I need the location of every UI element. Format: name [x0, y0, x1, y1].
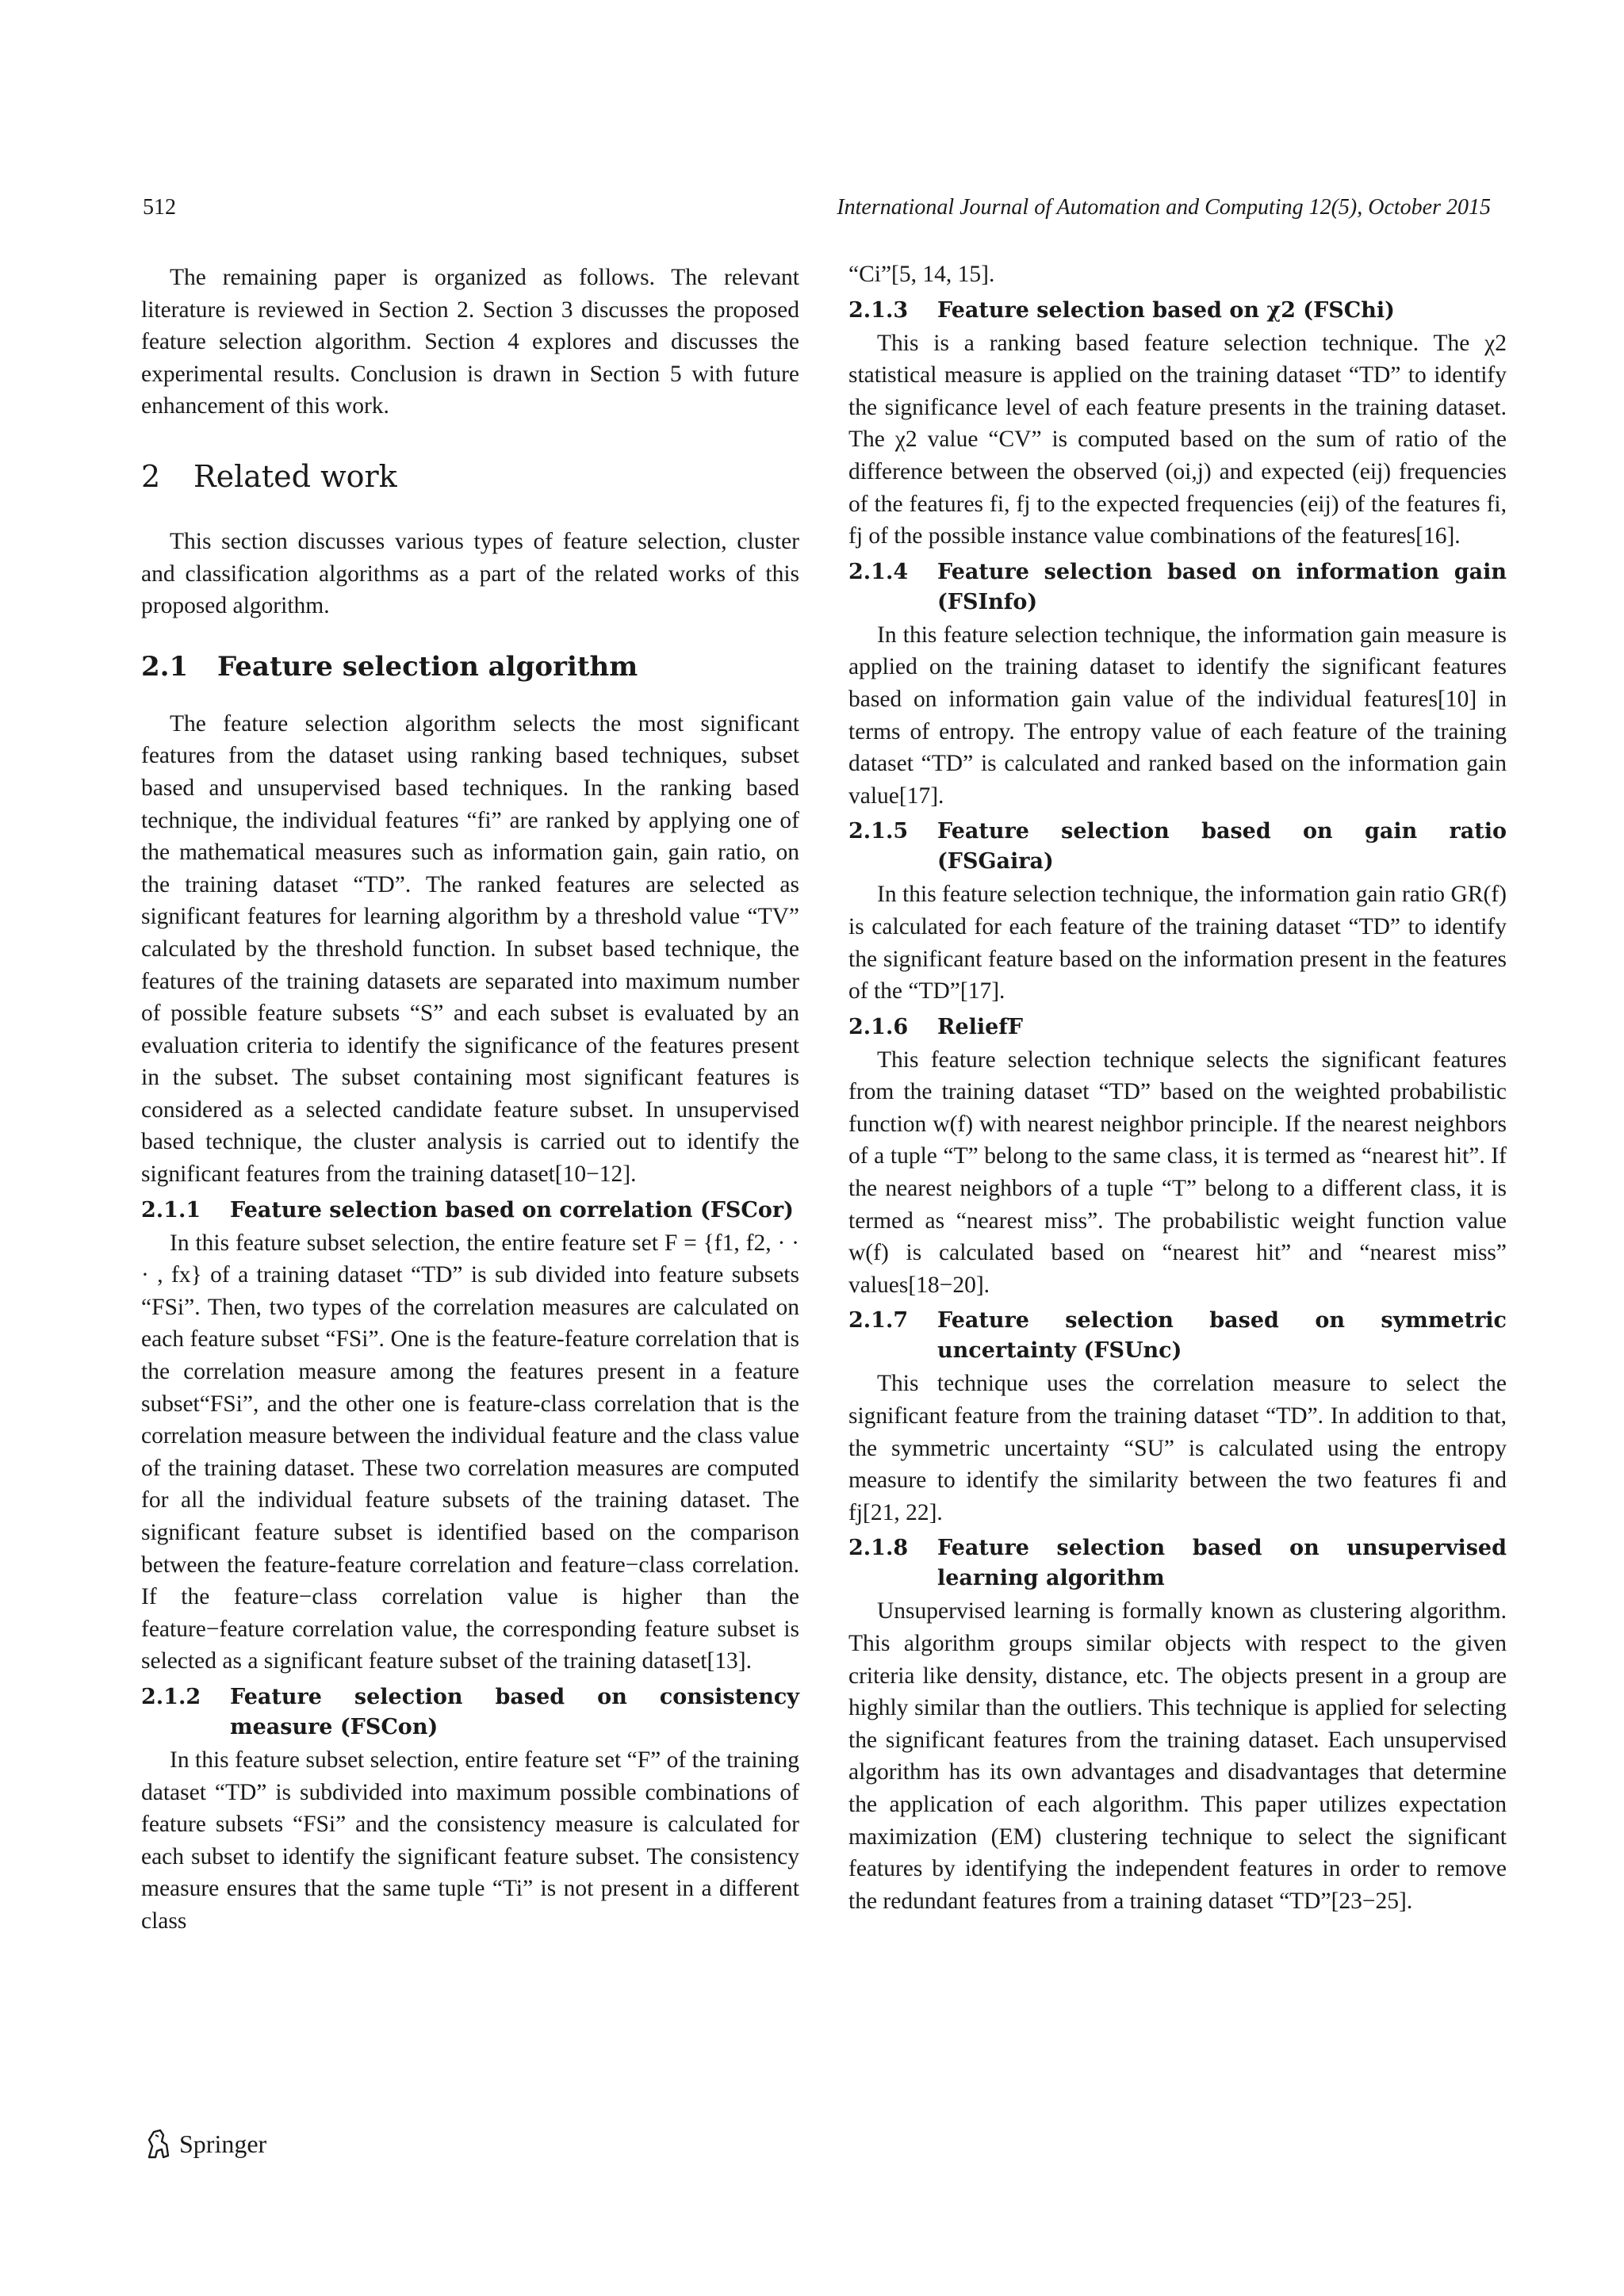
subsubsection-heading: [141, 1196, 799, 1226]
paragraph: This section discusses various types of feature selection, cluster and classification algorithms as a part of the related works of this proposed algorithm.: [141, 528, 799, 619]
left-column: [141, 262, 799, 1938]
paragraph: The feature selection algorithm selects the most significant features from the dataset using ranking based techniques, subset based and unsupervised based techniques. In the ranking based technique, the individual features “fi” are ranked by applying one of the mathematical measures such as information gain, gain ratio, on the training dataset “TD”. The ranked features are selected as significant features for learning algorithm by a threshold value “TV” calculated by the threshold function. In subset based technique, the features of the training datasets are separated into maximum number of possible feature subsets “S” and each subset is evaluated by an evaluation criteria to identify the significance of the features present in the subset. The subset containing most significant features is considered as a selected candidate feature subset. In unsupervised based technique, the cluster analysis is carried out to identify the significant features from the training dataset[10−12].: [141, 710, 799, 1188]
subsubsection-title: ReliefF: [937, 1014, 1024, 1039]
subsubsection-heading: [848, 557, 1507, 618]
paragraph: Unsupervised learning is formally known as clustering algorithm. This algorithm groups similar objects with respect to the given criteria like density, distance, etc. The objects present in a group are highly similar than the outliers. This technique is applied for selecting the significant features from the training dataset. Each unsupervised algorithm has its own advantages and disadvantages that determine the application of each algorithm. This paper utilizes expectation maximization (EM) clustering technique to select the significant features by identifying the independent features in order to remove the redundant features from a training dataset “TD”[23−25].: [848, 1598, 1507, 1914]
paragraph: This feature selection technique selects the significant features from the training dataset “TD” based on the weighted probabilistic function w(f) with nearest neighbor principle. If the nearest neighbors of a tuple “T” belong to the same class, it is termed as “nearest hit”. If the nearest neighbors of a tuple “T” belong to a different class, it is termed as “nearest miss”. The probabilistic weight function value w(f) is calculated based on “nearest hit” and “nearest miss” values[18−20].: [848, 1047, 1507, 1298]
subsubsection-number: 2.1.4: [848, 559, 909, 584]
subsubsection-title: Feature selection based on symmetric uncertainty (FSUnc): [937, 1308, 1507, 1364]
subsubsection-title: Feature selection based on gain ratio (FSGaira): [937, 819, 1507, 874]
subsubsection-title: Feature selection based on unsupervised learning algorithm: [937, 1536, 1507, 1591]
subsubsection-number: 2.1.6: [848, 1014, 909, 1039]
page-footer: [143, 2126, 266, 2161]
section-number: 2: [141, 458, 161, 494]
page-number: 512: [143, 195, 176, 220]
subsection-number: 2.1: [141, 650, 189, 683]
paragraph: In this feature selection technique, the information gain ratio GR(f) is calculated for each feature of the training dataset “TD” to identify the significant feature based on the information present in the features of the “TD”[17].: [848, 882, 1507, 1004]
section-heading: [141, 457, 799, 496]
subsubsection-title: Feature selection based on correlation (FSCor): [230, 1197, 794, 1223]
subsubsection-number: 2.1.8: [848, 1536, 909, 1561]
continuation-text: “Ci”[5, 14, 15].: [848, 262, 995, 287]
paragraph: In this feature subset selection, the entire feature set F = {f1, f2, · · · , fx} of a training dataset “TD” is sub divided into feature subsets “FSi”. Then, two types of the correlation measures are calculated on each feature subset “FSi”. One is the feature-feature correlation that is the correlation measure among the features present in a feature subset“FSi”, and the other one is feature-class correlation that is the correlation measure between the individual feature and the class value of the training dataset. These two correlation measures are computed for all the individual feature subsets of the training dataset. The significant feature subset is identified based on the comparison between the feature-feature correlation and feature−class correlation. If the feature−class correlation value is higher than the feature−feature correlation value, the corresponding feature subset is selected as a significant feature subset of the training dataset[13].: [141, 1230, 799, 1674]
paragraph: This is a ranking based feature selection technique. The χ2 statistical measure is applied on the training dataset “TD” to identify the significance level of each feature presents in the training dataset. The χ2 value “CV” is computed based on the sum of ratio of the difference between the observed (oi,j) and expected (eij) frequencies of the features fi, fj to the expected frequencies (eij) of the features fi, fj of the possible instance value combinations of the features[16].: [848, 330, 1507, 549]
page-header: [143, 195, 1491, 227]
subsubsection-heading: [141, 1682, 799, 1743]
subsubsection-heading: [848, 296, 1507, 326]
publisher-name: Springer: [179, 2129, 267, 2158]
subsubsection-number: 2.1.3: [848, 297, 909, 323]
subsubsection-number: 2.1.2: [141, 1684, 201, 1709]
subsubsection-heading: [848, 1533, 1507, 1594]
subsection-title: Feature selection algorithm: [217, 650, 638, 683]
subsubsection-number: 2.1.7: [848, 1308, 909, 1334]
paragraph: This technique uses the correlation measure to select the significant feature from the training dataset “TD”. In addition to that, the symmetric uncertainty “SU” is calculated using the entropy measure to identify the similarity between the two features fi and fj[21, 22].: [848, 1371, 1507, 1525]
paragraph: In this feature subset selection, entire feature set “F” of the training dataset “TD” is subdivided into maximum possible combinations of feature subsets “FSi” and the consistency measure is calculated for each subset to identify the significant feature subset. The consistency measure ensures that the same tuple “Ti” is not present in a different class: [141, 1747, 799, 1934]
subsubsection-number: 2.1.1: [141, 1197, 201, 1223]
journal-title: International Journal of Automation and Computing 12(5), October 2015: [837, 195, 1491, 220]
subsubsection-heading: [848, 1012, 1507, 1043]
subsection-heading: [141, 649, 799, 684]
paragraph: In this feature selection technique, the information gain measure is applied on the training dataset to identify the significant features based on information gain value of the individual features[10] in terms of entropy. The entropy value of each feature of the training dataset “TD” is calculated and ranked based on the information gain value[17].: [848, 622, 1507, 809]
subsubsection-title: Feature selection based on information gain (FSInfo): [937, 559, 1507, 614]
subsubsection-heading: [848, 1306, 1507, 1366]
right-column: [848, 258, 1507, 1917]
section-title: Related work: [193, 458, 397, 494]
subsubsection-title: Feature selection based on χ2 (FSChi): [937, 297, 1395, 323]
subsubsection-number: 2.1.5: [848, 819, 909, 844]
intro-paragraph: The remaining paper is organized as follows. The relevant literature is reviewed in Section 2. Section 3 discusses the proposed feature selection algorithm. Section 4 explores and discusses the experimental results. Conclusion is drawn in Section 5 with future enhancement of this work.: [141, 265, 799, 419]
subsubsection-title: Feature selection based on consistency measure (FSCon): [230, 1684, 799, 1739]
subsubsection-heading: [848, 817, 1507, 877]
springer-horse-icon: [143, 2127, 174, 2160]
